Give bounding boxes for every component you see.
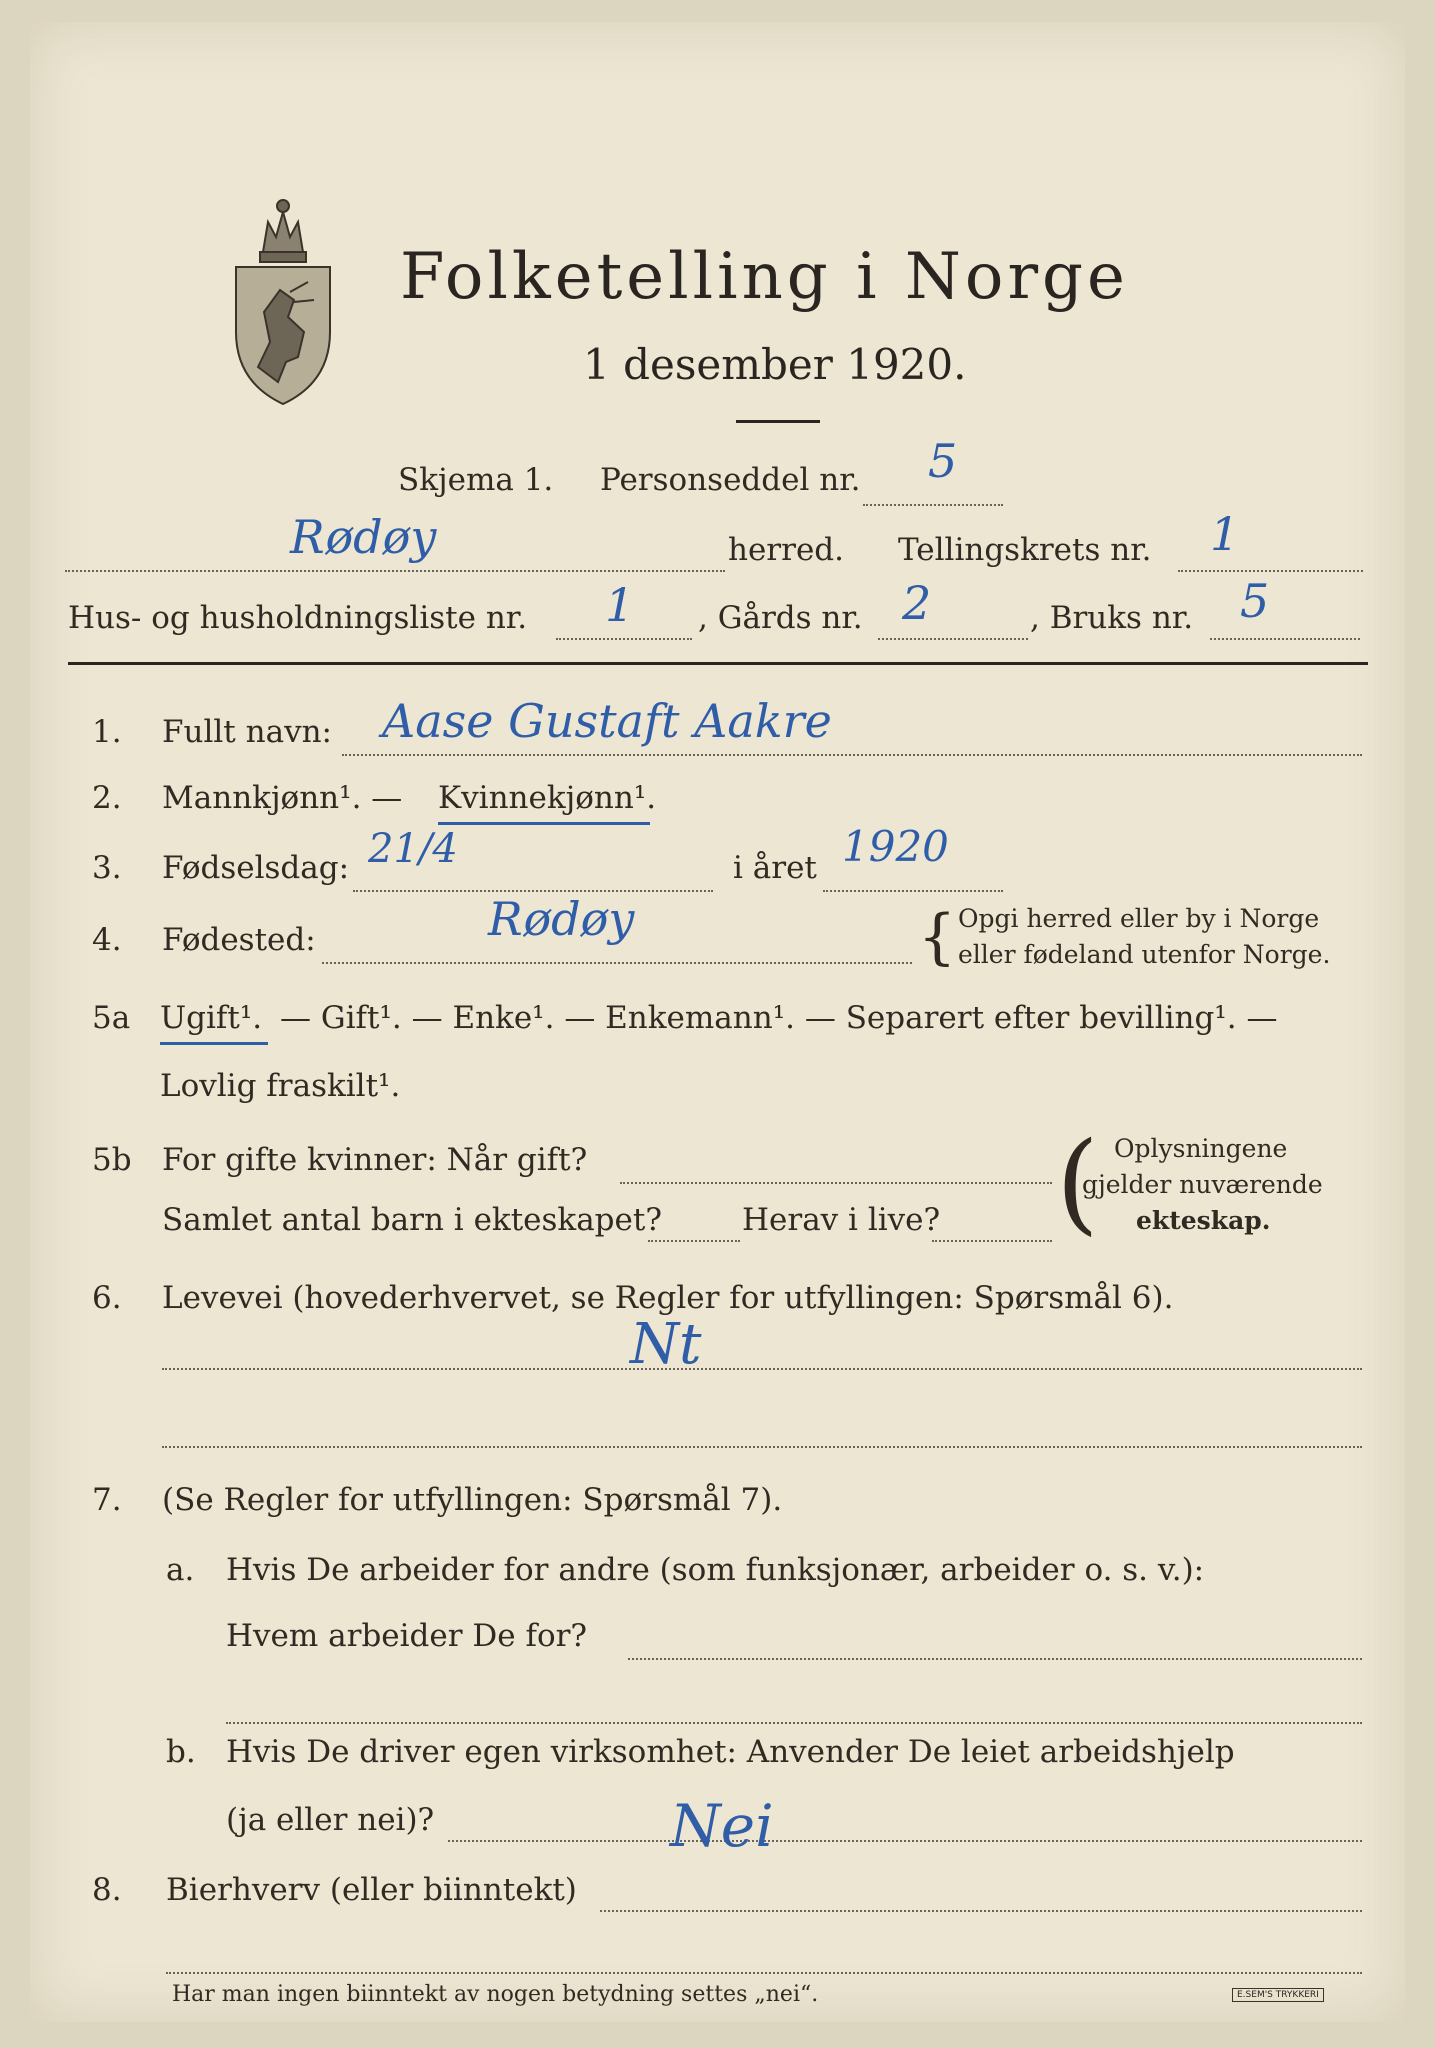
- bruks-value[interactable]: 5: [1240, 574, 1270, 628]
- q4-note-line2: eller fødeland utenfor Norge.: [958, 940, 1331, 969]
- q5b-note1: Oplysningene: [1114, 1134, 1288, 1163]
- q5b-note2: gjelder nuværende: [1082, 1170, 1323, 1199]
- q4-note-line1: Opgi herred eller by i Norge: [958, 904, 1320, 933]
- husliste-value[interactable]: 1: [605, 578, 635, 632]
- q8-number: 8.: [92, 1872, 122, 1908]
- q4-brace: {: [918, 902, 957, 972]
- q5b-children-line: [648, 1240, 740, 1242]
- q1-label: Fullt navn:: [162, 714, 332, 750]
- birthdate-value[interactable]: 21/4: [368, 826, 458, 872]
- q7-label: (Se Regler for utfyllingen: Spørsmål 7).: [162, 1482, 783, 1518]
- q5b-number: 5b: [92, 1142, 132, 1178]
- q5b-alive-line: [932, 1240, 1052, 1242]
- bruks-label: , Bruks nr.: [1030, 600, 1194, 636]
- personseddel-value[interactable]: 5: [928, 434, 958, 488]
- ugift-option[interactable]: Ugift¹.: [160, 1000, 263, 1036]
- title-divider: [736, 420, 820, 423]
- q7-number: 7.: [92, 1482, 122, 1518]
- tellingskrets-line: [1178, 570, 1363, 572]
- q5b-when-married-label: For gifte kvinner: Når gift?: [162, 1142, 588, 1178]
- q5b-alive-label: Herav i live?: [742, 1202, 941, 1238]
- q5b-children-label: Samlet antal barn i ekteskapet?: [162, 1202, 662, 1238]
- q7a-letter: a.: [166, 1552, 195, 1588]
- q6-label: Levevei (hovederhvervet, se Regler for utfyllingen: Spørsmål 6).: [162, 1280, 1174, 1316]
- q4-label: Fødested:: [162, 922, 316, 958]
- herred-value[interactable]: Rødøy: [290, 510, 437, 564]
- header-divider: [68, 662, 1368, 665]
- q1-line: [342, 754, 1362, 756]
- ugift-selected-underline: [160, 1042, 268, 1045]
- q7a-label1: Hvis De arbeider for andre (som funksjonær, arbeider o. s. v.):: [226, 1552, 1205, 1588]
- marital-status-options[interactable]: — Gift¹. — Enke¹. — Enkemann¹. — Separert efter bevilling¹. —: [280, 1000, 1278, 1036]
- q4-line: [322, 962, 912, 964]
- tellingskrets-value[interactable]: 1: [1210, 507, 1240, 561]
- footer-note: Har man ingen biinntekt av nogen betydning settes „nei“.: [172, 1982, 819, 2007]
- gards-label: , Gårds nr.: [698, 600, 863, 636]
- gards-value[interactable]: 2: [902, 576, 932, 630]
- husliste-line: [556, 638, 692, 640]
- personseddel-label: Personseddel nr.: [600, 462, 861, 498]
- q5a-line2[interactable]: Lovlig fraskilt¹.: [160, 1068, 401, 1104]
- q8-line2: [166, 1972, 1362, 1974]
- q7b-label2: (ja eller nei)?: [226, 1802, 435, 1838]
- q3-number: 3.: [92, 850, 122, 886]
- bruks-line: [1210, 638, 1360, 640]
- q6-number: 6.: [92, 1280, 122, 1316]
- q3-label: Fødselsdag:: [162, 850, 350, 886]
- q1-number: 1.: [92, 714, 122, 750]
- gards-line: [878, 638, 1028, 640]
- q4-number: 4.: [92, 922, 122, 958]
- q7a-line2: [226, 1722, 1362, 1724]
- q3-year-line: [823, 890, 1003, 892]
- herred-line: [65, 570, 725, 572]
- female-option[interactable]: Kvinnekjønn¹.: [438, 780, 657, 816]
- q7b-letter: b.: [166, 1734, 196, 1770]
- q8-line1: [600, 1910, 1362, 1912]
- q7a-line1: [628, 1658, 1362, 1660]
- q6-line1: [162, 1368, 1362, 1370]
- tellingskrets-label: Tellingskrets nr.: [898, 532, 1152, 568]
- q5b-when-line: [620, 1182, 1052, 1184]
- census-form-sheet: [30, 22, 1405, 2022]
- male-option[interactable]: Mannkjønn¹. —: [162, 780, 403, 816]
- printer-mark: E.SEM'S TRYKKERI: [1232, 1988, 1324, 2002]
- herred-label: herred.: [728, 532, 844, 568]
- birth-year-value[interactable]: 1920: [842, 822, 949, 871]
- norwegian-coat-of-arms-icon: [228, 182, 338, 412]
- skjema-label: Skjema 1.: [398, 462, 554, 498]
- q3-year-label: i året: [733, 850, 817, 886]
- q7a-label2: Hvem arbeider De for?: [226, 1618, 588, 1654]
- q7b-line: [448, 1840, 1362, 1842]
- form-title: Folketelling i Norge: [400, 240, 1129, 314]
- q5b-brace: (: [1056, 1118, 1099, 1246]
- census-date: 1 desember 1920.: [583, 340, 967, 389]
- hired-help-value[interactable]: Nei: [670, 1792, 774, 1860]
- q5a-number: 5a: [92, 1000, 131, 1036]
- female-selected-underline: [438, 822, 650, 825]
- personseddel-line: [863, 504, 1003, 506]
- q2-number: 2.: [92, 780, 122, 816]
- q7b-label1: Hvis De driver egen virksomhet: Anvender De leiet arbeidshjelp: [226, 1734, 1235, 1770]
- husliste-label: Hus- og husholdningsliste nr.: [68, 600, 528, 636]
- q6-line2: [162, 1446, 1362, 1448]
- full-name-value[interactable]: Aase Gustaft Aakre: [382, 694, 832, 748]
- occupation-value[interactable]: Nt: [630, 1312, 702, 1377]
- q8-label: Bierhverv (eller biinntekt): [166, 1872, 577, 1908]
- q5b-note3: ekteskap.: [1136, 1206, 1271, 1235]
- birthplace-value[interactable]: Rødøy: [488, 892, 635, 946]
